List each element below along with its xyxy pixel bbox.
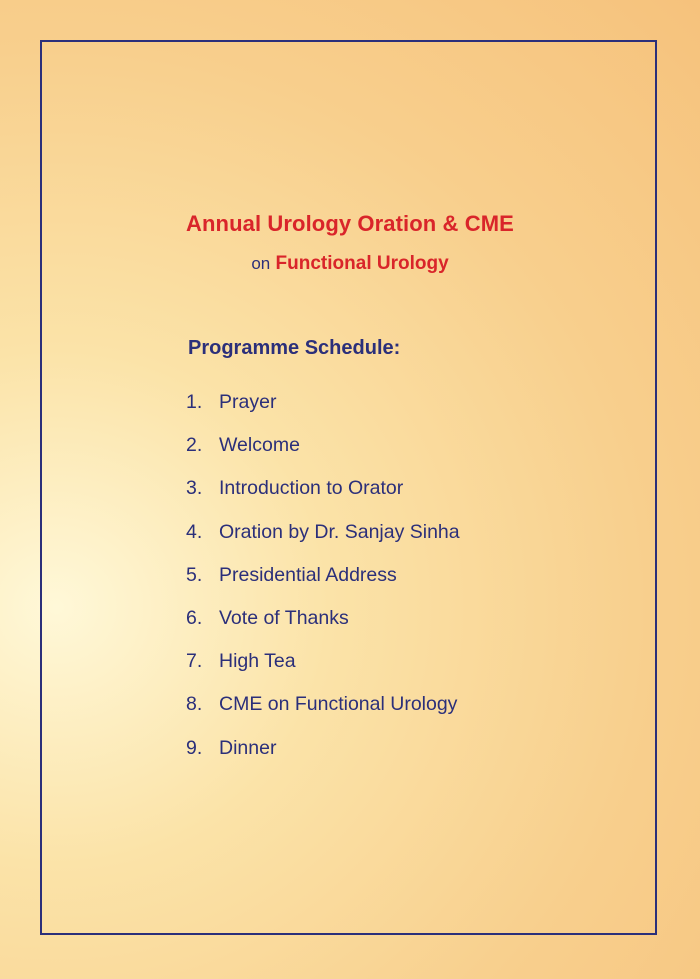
schedule-item-label: Presidential Address <box>219 563 397 586</box>
schedule-item-number: 8. <box>186 693 203 716</box>
schedule-item <box>186 561 460 604</box>
schedule-item <box>186 734 460 777</box>
schedule-item <box>186 604 460 647</box>
schedule-item-number: 2. <box>186 434 203 457</box>
schedule-item <box>186 474 460 517</box>
schedule-item-number: 1. <box>186 391 203 413</box>
schedule-item-number: 6. <box>186 606 203 629</box>
schedule-item-number: 9. <box>186 736 203 759</box>
schedule-heading: Programme Schedule: <box>188 337 401 359</box>
schedule-item-label: Oration by Dr. Sanjay Sinha <box>219 520 460 543</box>
schedule-item-label: Vote of Thanks <box>219 606 349 629</box>
schedule-item-number: 5. <box>186 563 203 586</box>
schedule-item-number: 3. <box>186 477 203 500</box>
schedule-item-number: 4. <box>186 520 203 543</box>
schedule-item-label: Welcome <box>219 434 300 457</box>
schedule-item-label: High Tea <box>219 650 296 673</box>
schedule-item <box>186 431 460 474</box>
schedule-item-number: 7. <box>186 650 203 673</box>
subtitle-prefix: on <box>251 254 271 273</box>
event-subtitle <box>0 253 700 275</box>
schedule-item-label: Prayer <box>219 391 277 413</box>
schedule-item-label: Introduction to Orator <box>219 477 404 500</box>
event-title: Annual Urology Oration & CME <box>186 211 514 236</box>
schedule-list <box>186 388 460 777</box>
subtitle-topic: Functional Urology <box>275 253 449 274</box>
schedule-item <box>186 388 460 431</box>
schedule-item <box>186 647 460 690</box>
schedule-item-label: Dinner <box>219 736 277 759</box>
schedule-item <box>186 690 460 733</box>
schedule-item <box>186 518 460 561</box>
schedule-item-label: CME on Functional Urology <box>219 693 458 716</box>
